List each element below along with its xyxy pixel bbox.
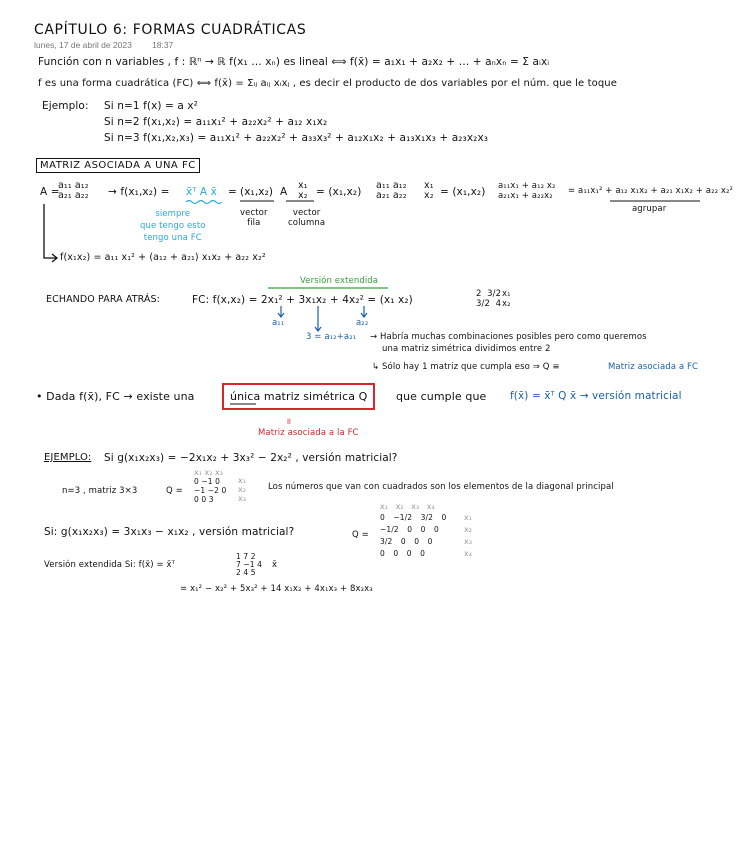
q-row: −1 −2 0 — [194, 486, 227, 495]
row-vector: (x₁,x₂) — [240, 186, 274, 198]
a-matrix-2: a₁₁ a₁₂ a₂₁ a₂₂ — [376, 180, 407, 201]
time-stamp: 18:37 — [152, 40, 174, 50]
note-row-vector: vector fila — [240, 208, 268, 228]
extended-version-example: Versión extendida Si: f(x̄) = x̄ᵀ — [44, 560, 175, 570]
backwards-matrix: 2 3/2 3/2 4 — [476, 289, 502, 309]
q2-row: 3/2 0 0 0 — [380, 537, 433, 546]
extended-xbar: x̄ — [272, 560, 278, 570]
note-combinations: → Habría muchas combinaciones posibles pero como queremos — [370, 332, 647, 342]
arrow-a22-head — [361, 313, 367, 317]
q2-row: 0 0 0 0 — [380, 549, 425, 558]
red-note: Matriz asociada a la FC — [258, 428, 359, 438]
q2-row-labels: x₁ x₂ x₃ x₄ — [464, 513, 472, 558]
eq-chain-2: = (x₁,x₂) — [440, 186, 486, 198]
expanded-result: = a₁₁x₁² + a₁₂ x₁x₂ + a₂₁ x₁x₂ + a₂₂ x₂² — [568, 186, 734, 196]
sum-equation: 3 = a₁₂+a₂₁ — [306, 332, 357, 342]
ejemplo-question-1: Si g(x₁x₂x₃) = −2x₁x₂ + 3x₃² − 2x₂² , versión matricial? — [104, 452, 398, 464]
q-matrix — [194, 477, 226, 504]
page-title: CAPÍTULO 6: FORMAS CUADRÁTICAS — [34, 22, 307, 38]
wave-underline — [186, 201, 222, 204]
a11-label: a₁₁ — [272, 318, 285, 328]
note-divide: una matriz simétrica dividimos entre 2 — [382, 344, 551, 354]
extended-matrix: 1 7 2 7 −1 4 2 4 5 — [236, 552, 262, 577]
example-n3: Si n=3 f(x₁,x₂,x₃) = a₁₁x₁² + a₂₂x₂² + a₃₃x₃² + a₁₂x₁x₂ + a₁₃x₁x₃ + a₂₃x₂x₃ — [104, 132, 489, 144]
ejemplo-n3: n=3 , matriz 3×3 — [62, 486, 138, 496]
q2-row: −1/2 0 0 0 — [380, 525, 439, 534]
backwards-fc: FC: f(x,x₂) = 2x₁² + 3x₁x₂ + 4x₂² = (x₁ x₂) — [192, 294, 413, 306]
theorem-part1: • Dada f(x̄), FC → existe una — [36, 390, 195, 403]
arrow-f: → f(x₁,x₂) = — [108, 186, 170, 198]
xtax-expression: x̄ᵀ A x̄ — [186, 186, 217, 198]
q2-label: Q = — [352, 530, 369, 540]
q-row: 0 −1 0 — [194, 477, 220, 486]
note-group: agrupar — [632, 204, 667, 214]
arrow-a11-head — [278, 313, 284, 317]
example-n2: Si n=2 f(x₁,x₂) = a₁₁x₁² + a₂₂x₂² + a₁₂ x₁x₂ — [104, 116, 328, 128]
example-n1: Si n=1 f(x) = a x² — [104, 100, 198, 112]
q2-row: 0 −1/2 3/2 0 — [380, 513, 447, 522]
note-associated-matrix: Matriz asociada a FC — [608, 362, 699, 372]
q2-matrix — [380, 512, 446, 560]
quadratic-form-definition: f es una forma cuadrática (FC) ⟺ f(x̄) = Σᵢⱼ aᵢⱼ xᵢxⱼ , es decir el producto de dos variables por el núm. que le toque — [38, 78, 617, 89]
q2-col-labels: x₁ x₂ x₃ x₄ — [380, 502, 435, 511]
theorem-part2: que cumple que — [396, 390, 487, 403]
extended-version-label: Versión extendida — [300, 276, 379, 286]
a-letter: A — [280, 186, 288, 198]
ejemplo-label: EJEMPLO: — [44, 452, 92, 463]
backwards-label: ECHANDO PARA ATRÁS: — [46, 294, 160, 305]
note-column-vector: vector columna — [288, 208, 326, 228]
note-always-fc: siempre que tengo esto tengo una FC — [140, 209, 206, 243]
note-unique: ↳ Sólo hay 1 matriz que cumpla eso ⇒ Q ≡ — [372, 362, 560, 372]
q-label: Q = — [166, 486, 183, 496]
column-vector-2: x₁ x₂ — [424, 180, 434, 201]
theorem-matrix-version: f(x̄) = x̄ᵀ Q x̄ → versión matricial — [510, 390, 682, 402]
l-arrow-head — [52, 254, 57, 262]
a22-label: a₂₂ — [356, 318, 369, 328]
l-arrow — [44, 204, 56, 258]
red-equals-mark: ॥ — [286, 417, 292, 427]
a-matrix: a₁₁ a₁₂ a₂₁ a₂₂ — [58, 180, 89, 201]
ejemplo-question-2: Si: g(x₁x₂x₃) = 3x₁x₃ − x₁x₂ , versión matricial? — [44, 526, 295, 538]
arrow-a12-head — [315, 327, 321, 331]
a-equals: A = — [40, 186, 60, 198]
q-row-labels: x₁ x₂ x₃ — [238, 476, 246, 503]
matrix-section-heading: MATRIZ ASOCIADA A UNA FC — [36, 158, 200, 173]
theorem-boxed: única matriz simétrica Q — [222, 383, 375, 410]
eq-chain: = (x₁,x₂) — [316, 186, 362, 198]
linear-function-definition: Función con n variables , f : ℝⁿ → ℝ f(x₁ … xₙ) es lineal ⟺ f(x̄) = a₁x₁ + a₂x₂ + … + aₙxₙ = Σ aᵢxᵢ — [38, 56, 550, 68]
example-label: Ejemplo: — [42, 100, 89, 112]
backwards-column: x₁ x₂ — [502, 289, 511, 309]
extended-result: = x₁² − x₂² + 5x₃² + 14 x₁x₂ + 4x₁x₃ + 8x₂x₃ — [180, 584, 373, 594]
product-vector: a₁₁x₁ + a₁₂ x₂ a₂₁x₁ + a₂₂x₂ — [498, 181, 556, 201]
column-vector: x₁ x₂ — [298, 180, 308, 201]
eq-sign: = — [228, 186, 237, 198]
grouped-expression: f(x₁x₂) = a₁₁ x₁² + (a₁₂ + a₂₁) x₁x₂ + a₂₂ x₂² — [60, 252, 266, 263]
q-diagonal-note: Los números que van con cuadrados son los elementos de la diagonal principal — [268, 482, 614, 492]
q-row: 0 0 3 — [194, 495, 214, 504]
q-col-labels: x₁ x₂ x₃ — [194, 468, 223, 477]
date-stamp: lunes, 17 de abril de 2023 — [34, 40, 132, 50]
